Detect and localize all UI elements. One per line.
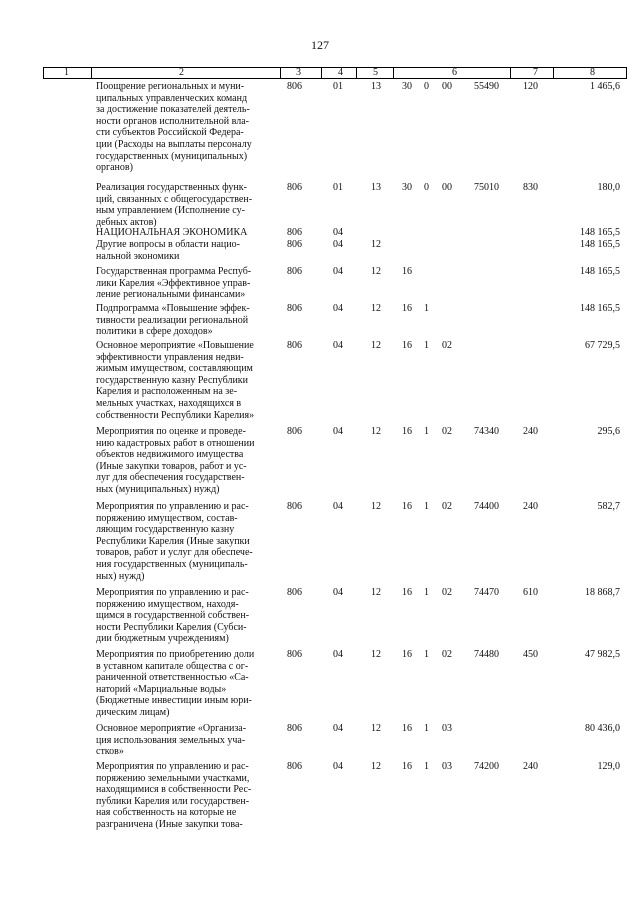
description-line: стков»: [96, 746, 124, 758]
description-line: ляющим государственную казну: [96, 524, 235, 536]
cell-c4: 04: [333, 239, 343, 250]
cell-c3: 806: [287, 239, 302, 250]
cell-c8: 129,0: [597, 761, 620, 772]
cell-c7: 240: [523, 426, 538, 437]
cell-c6c: 03: [442, 723, 452, 734]
cell-c4: 04: [333, 587, 343, 598]
header-divider: [91, 67, 92, 78]
cell-c5: 12: [371, 723, 381, 734]
description-line: ния государственных (муниципаль-: [96, 558, 248, 570]
description-line: наторий «Марциальные воды»: [96, 683, 227, 695]
cell-c6c: 02: [442, 587, 452, 598]
description-line: нию кадастровых работ в отношении: [96, 437, 255, 449]
cell-c6d: 74340: [474, 426, 499, 437]
description-line: Подпрограмма «Повышение эффек-: [96, 303, 250, 314]
description-line: ление региональными финансами»: [96, 289, 246, 301]
cell-c8: 582,7: [597, 501, 620, 512]
cell-c6a: 16: [402, 266, 412, 277]
description-line: органов): [96, 162, 133, 174]
header-col-3: 3: [296, 67, 301, 78]
description-line: НАЦИОНАЛЬНАЯ ЭКОНОМИКА: [96, 227, 248, 238]
header-col-6: 6: [452, 67, 457, 78]
description-line: Основное мероприятие «Повышение: [96, 340, 254, 351]
cell-c6b: 1: [424, 649, 429, 660]
description-line: Основное мероприятие «Организа-: [96, 723, 247, 734]
header-divider: [510, 67, 511, 78]
cell-c6b: 1: [424, 587, 429, 598]
cell-c7: 830: [523, 182, 538, 193]
description-line: ций, связанных с общегосударствен-: [96, 193, 253, 205]
description-line: Карелия и расположенным на зе-: [96, 386, 238, 398]
description-line: объектов недвижимого имущества: [96, 449, 244, 461]
cell-c6a: 16: [402, 761, 412, 772]
description-line: эффективности управления недви-: [96, 351, 244, 363]
description-line: находящимися в собственности Рес-: [96, 784, 252, 796]
header-divider: [43, 67, 44, 78]
description-line: поряжению имуществом, находя-: [96, 598, 239, 610]
cell-c5: 12: [371, 239, 381, 250]
description-line: дебных актов): [96, 216, 157, 228]
description-line: ным управлением (Исполнение су-: [96, 205, 245, 217]
cell-c3: 806: [287, 303, 302, 314]
cell-c4: 04: [333, 723, 343, 734]
row-description: [96, 81, 276, 174]
description-line: ных (муниципальных) нужд): [96, 483, 220, 495]
row-description: [96, 723, 276, 758]
description-line: в уставном капитале общества с ог-: [96, 660, 249, 672]
cell-c8: 80 436,0: [585, 723, 620, 734]
cell-c6c: 00: [442, 182, 452, 193]
row-description: [96, 227, 276, 239]
row-description: [96, 340, 276, 421]
description-line: ции (Расходы на выплаты персоналу: [96, 138, 252, 150]
header-divider: [356, 67, 357, 78]
description-line: ная собственность на которые не: [96, 807, 237, 819]
cell-c3: 806: [287, 81, 302, 92]
header-col-8: 8: [590, 67, 595, 78]
cell-c3: 806: [287, 426, 302, 437]
cell-c6a: 16: [402, 723, 412, 734]
description-line: собственности Республики Карелия»: [96, 409, 255, 421]
cell-c3: 806: [287, 340, 302, 351]
cell-c8: 148 165,5: [580, 266, 620, 277]
row-description: [96, 501, 276, 582]
cell-c8: 180,0: [597, 182, 620, 193]
cell-c6b: 0: [424, 81, 429, 92]
description-line: Другие вопросы в области нацио-: [96, 239, 240, 250]
cell-c5: 12: [371, 426, 381, 437]
description-line: Мероприятия по приобретению доли: [96, 649, 255, 660]
cell-c5: 12: [371, 761, 381, 772]
cell-c8: 1 465,6: [590, 81, 620, 92]
cell-c6a: 30: [402, 182, 412, 193]
cell-c5: 12: [371, 587, 381, 598]
cell-c6c: 02: [442, 649, 452, 660]
row-description: [96, 239, 276, 262]
cell-c7: 240: [523, 501, 538, 512]
header-col-5: 5: [373, 67, 378, 78]
description-line: разграничена (Иные закупки това-: [96, 818, 243, 830]
cell-c4: 04: [333, 649, 343, 660]
cell-c3: 806: [287, 587, 302, 598]
row-description: [96, 426, 276, 496]
description-line: Мероприятия по управлению и рас-: [96, 761, 249, 772]
row-description: [96, 761, 276, 831]
cell-c6d: 55490: [474, 81, 499, 92]
cell-c6c: 03: [442, 761, 452, 772]
description-line: Мероприятия по оценке и проведе-: [96, 426, 246, 437]
description-line: Мероприятия по управлению и рас-: [96, 501, 249, 512]
row-description: [96, 587, 276, 645]
cell-c4: 01: [333, 81, 343, 92]
header-divider: [280, 67, 281, 78]
cell-c4: 04: [333, 426, 343, 437]
description-line: сти субъектов Российской Федера-: [96, 127, 244, 139]
header-col-7: 7: [533, 67, 538, 78]
description-line: (Бюджетные инвестиции иным юри-: [96, 695, 252, 707]
cell-c6b: 1: [424, 340, 429, 351]
header-divider: [393, 67, 394, 78]
cell-c6a: 16: [402, 649, 412, 660]
cell-c6b: 0: [424, 182, 429, 193]
description-line: ности органов исполнительной вла-: [96, 115, 249, 127]
header-col-2: 2: [179, 67, 184, 78]
cell-c8: 295,6: [597, 426, 620, 437]
description-line: щимся в государственной собствен-: [96, 610, 250, 622]
description-line: дии бюджетным учреждениям): [96, 633, 229, 645]
description-line: луг для обеспечения государствен-: [96, 472, 245, 484]
header-col-4: 4: [338, 67, 343, 78]
cell-c4: 01: [333, 182, 343, 193]
description-line: (Иные закупки товаров, работ и ус-: [96, 460, 247, 472]
description-line: ция использования земельных уча-: [96, 734, 246, 746]
cell-c8: 148 165,5: [580, 239, 620, 250]
cell-c6c: 00: [442, 81, 452, 92]
table-header: [43, 67, 627, 79]
cell-c5: 12: [371, 501, 381, 512]
cell-c6d: 74480: [474, 649, 499, 660]
cell-c5: 13: [371, 182, 381, 193]
cell-c5: 12: [371, 303, 381, 314]
description-line: мельных участках, находящихся в: [96, 397, 242, 409]
cell-c6b: 1: [424, 501, 429, 512]
cell-c8: 47 982,5: [585, 649, 620, 660]
cell-c3: 806: [287, 761, 302, 772]
cell-c4: 04: [333, 303, 343, 314]
description-line: дическим лицам): [96, 706, 170, 718]
cell-c6d: 74470: [474, 587, 499, 598]
cell-c6c: 02: [442, 426, 452, 437]
cell-c3: 806: [287, 182, 302, 193]
cell-c8: 148 165,5: [580, 227, 620, 238]
cell-c6d: 74400: [474, 501, 499, 512]
cell-c6d: 74200: [474, 761, 499, 772]
description-line: Республики Карелия (Иные закупки: [96, 535, 250, 547]
description-line: Государственная программа Респуб-: [96, 266, 252, 277]
cell-c3: 806: [287, 227, 302, 238]
description-line: жимым имуществом, составляющим: [96, 363, 253, 375]
cell-c8: 18 868,7: [585, 587, 620, 598]
description-line: государственную казну Республики: [96, 374, 249, 386]
cell-c6a: 16: [402, 303, 412, 314]
cell-c6a: 16: [402, 501, 412, 512]
cell-c3: 806: [287, 723, 302, 734]
cell-c5: 12: [371, 649, 381, 660]
description-line: нальной экономики: [96, 250, 180, 262]
description-line: раниченной ответственностью «Са-: [96, 672, 249, 684]
description-line: ципальных управленческих команд: [96, 92, 248, 104]
cell-c6d: 75010: [474, 182, 499, 193]
header-divider: [626, 67, 627, 78]
cell-c3: 806: [287, 266, 302, 277]
cell-c6a: 16: [402, 426, 412, 437]
cell-c6a: 16: [402, 587, 412, 598]
cell-c7: 450: [523, 649, 538, 660]
description-line: поряжению имуществом, состав-: [96, 512, 238, 524]
cell-c6b: 1: [424, 426, 429, 437]
cell-c4: 04: [333, 761, 343, 772]
header-divider: [553, 67, 554, 78]
cell-c3: 806: [287, 649, 302, 660]
description-line: товаров, работ и услуг для обеспече-: [96, 547, 253, 559]
row-description: [96, 649, 276, 719]
description-line: ности Республики Карелия (Субси-: [96, 621, 247, 633]
cell-c7: 120: [523, 81, 538, 92]
cell-c6b: 1: [424, 723, 429, 734]
description-line: за достижение показателей деятель-: [96, 104, 250, 116]
cell-c6a: 16: [402, 340, 412, 351]
cell-c8: 148 165,5: [580, 303, 620, 314]
cell-c8: 67 729,5: [585, 340, 620, 351]
cell-c5: 12: [371, 266, 381, 277]
cell-c4: 04: [333, 266, 343, 277]
cell-c7: 240: [523, 761, 538, 772]
description-line: Реализация государственных функ-: [96, 182, 247, 193]
description-line: лики Карелия «Эффективное управ-: [96, 277, 251, 289]
cell-c7: 610: [523, 587, 538, 598]
cell-c6b: 1: [424, 303, 429, 314]
cell-c5: 12: [371, 340, 381, 351]
cell-c5: 13: [371, 81, 381, 92]
description-line: Мероприятия по управлению и рас-: [96, 587, 249, 598]
row-description: [96, 182, 276, 228]
header-col-1: 1: [64, 67, 69, 78]
row-description: [96, 303, 276, 338]
cell-c6c: 02: [442, 340, 452, 351]
description-line: тивности реализации региональной: [96, 314, 249, 326]
description-line: поряжению земельными участками,: [96, 772, 250, 784]
description-line: политики в сфере доходов»: [96, 326, 213, 338]
header-divider: [321, 67, 322, 78]
description-line: публики Карелия или государствен-: [96, 795, 250, 807]
cell-c6c: 02: [442, 501, 452, 512]
cell-c4: 04: [333, 227, 343, 238]
description-line: Поощрение региональных и муни-: [96, 81, 245, 92]
cell-c4: 04: [333, 501, 343, 512]
row-description: [96, 266, 276, 301]
cell-c3: 806: [287, 501, 302, 512]
cell-c4: 04: [333, 340, 343, 351]
cell-c6b: 1: [424, 761, 429, 772]
description-line: государственных (муниципальных): [96, 150, 248, 162]
page-number: 127: [311, 38, 329, 52]
description-line: ных) нужд): [96, 570, 145, 582]
cell-c6a: 30: [402, 81, 412, 92]
